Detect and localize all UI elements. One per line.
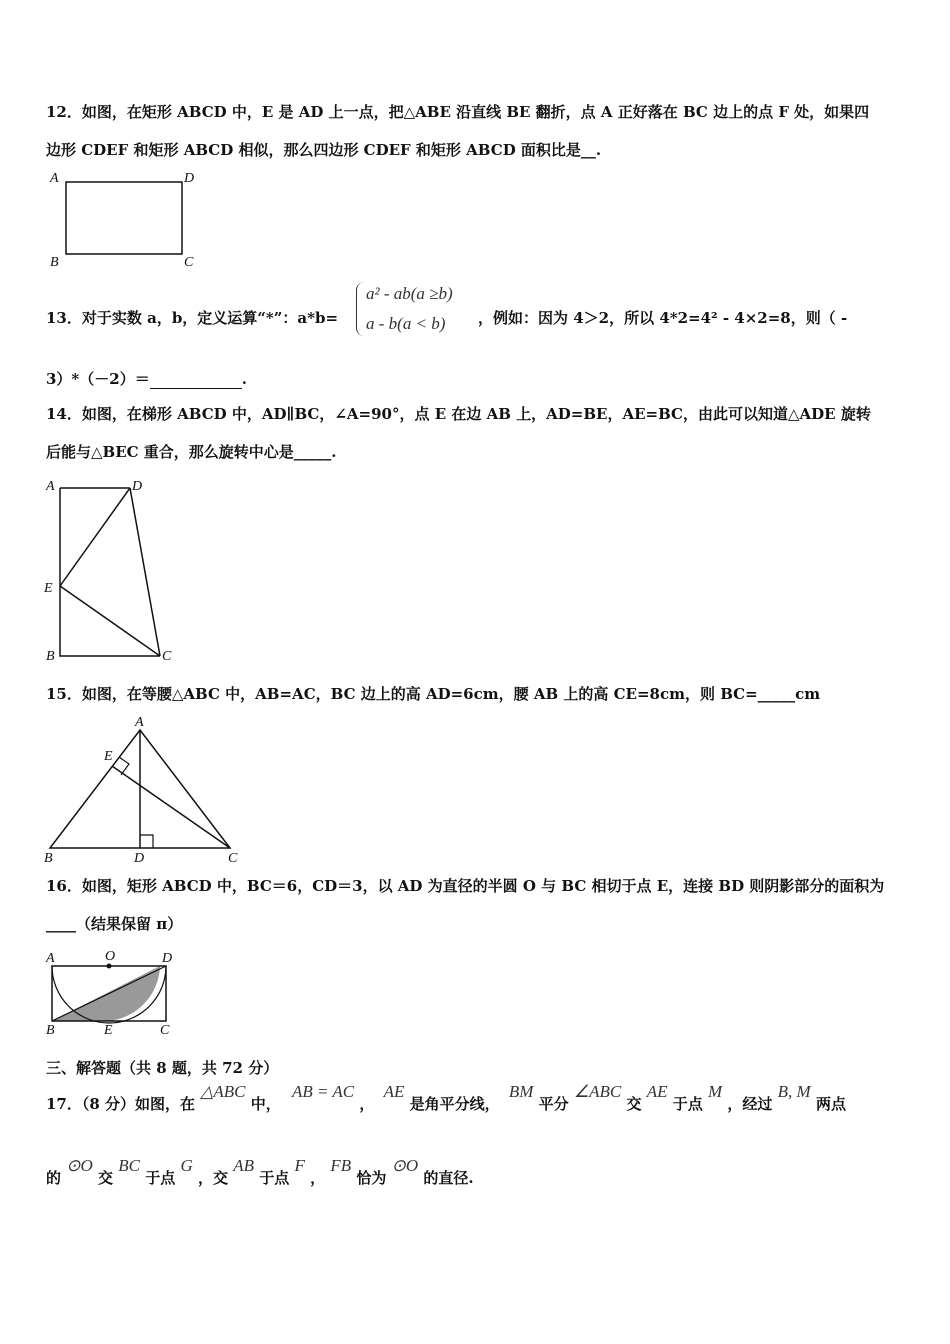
q15-label-b: B: [44, 851, 53, 866]
q17-t3: ，: [359, 1095, 375, 1113]
q13-answer-blank: [150, 372, 242, 389]
q17-m2: AB = AC: [291, 1082, 355, 1101]
q15-label-e: E: [104, 749, 113, 764]
q13-prefix: 13．对于实数 a，b，定义运算“*”：a*b=: [46, 309, 339, 327]
q15-altitude-ce: [112, 766, 230, 848]
q17-t5: 平分: [538, 1095, 569, 1113]
q17-u4: ，交: [198, 1169, 229, 1187]
q15-label-a: A: [135, 715, 144, 730]
q17-n6: FB: [330, 1156, 352, 1175]
q12-label-a: A: [50, 171, 59, 186]
q17-n3: G: [180, 1156, 193, 1175]
q15-figure: [44, 714, 254, 866]
q15-line1: 15．如图，在等腰△ABC 中，AB=AC，BC 边上的高 AD=6cm，腰 AB 上的高 CE=8cm，则 BC=_____cm: [46, 685, 821, 703]
q12-line2: 边形 CDEF 和矩形 ABCD 相似，那么四边形 CDEF 和矩形 ABCD 面积比是__.: [46, 141, 602, 159]
q15-label-c: C: [228, 851, 238, 866]
q17-u8: 的直径.: [423, 1169, 474, 1187]
q16-figure: [44, 946, 184, 1038]
q17-t7: 于点: [672, 1095, 703, 1113]
q17-m7: M: [708, 1082, 723, 1101]
q15-label-d: D: [134, 851, 145, 866]
q17-u2: 交: [98, 1169, 114, 1187]
q17-n5: F: [294, 1156, 305, 1175]
q14-ec: [60, 586, 160, 656]
q17-t8: ，经过: [727, 1095, 773, 1113]
q14-label-b: B: [46, 649, 55, 664]
q12-label-b: B: [50, 255, 59, 270]
q14-line1: 14．如图，在梯形 ABCD 中，AD∥BC，∠A=90°，点 E 在边 AB 上，AD=BE，AE=BC，由此可以知道△ADE 旋转: [46, 405, 871, 423]
q17-m8: B, M: [777, 1082, 811, 1101]
q13-suffix: ，例如：因为 4＞2，所以 4*2=4² - 4×2=8，则（ -: [478, 309, 848, 327]
q17-m3: AE: [383, 1082, 405, 1101]
q14-dc: [130, 488, 160, 656]
q14-label-a: A: [46, 479, 55, 494]
q16-label-d: D: [162, 951, 173, 966]
q17-n1: ⊙O: [66, 1156, 93, 1175]
q14-label-c: C: [162, 649, 172, 664]
q14-ed: [60, 488, 130, 586]
q14-line2: 后能与△BEC 重合，那么旋转中心是_____.: [46, 443, 337, 461]
q14-label-d: D: [132, 479, 143, 494]
q17-m5: ∠ABC: [573, 1082, 622, 1101]
q13-line2: [46, 369, 247, 389]
q12-rect: [66, 182, 182, 254]
q16-label-c: C: [160, 1023, 170, 1038]
q13-line2-end: .: [241, 370, 247, 388]
q16-line1: 16．如图，矩形 ABCD 中，BC＝6，CD＝3，以 AD 为直径的半圆 O 与 BC 相切于点 E，连接 BD 则阴影部分的面积为: [46, 877, 885, 895]
q17-m4: BM: [508, 1082, 534, 1101]
q13-case1: a² - ab(a ≥b): [366, 284, 453, 303]
q14-figure: [44, 476, 184, 666]
q17-line1: [46, 1082, 846, 1114]
q12-label-c: C: [184, 255, 194, 270]
q17-m1: △ABC: [200, 1082, 246, 1101]
q17-u5: 于点: [259, 1169, 290, 1187]
q16-label-o: O: [105, 949, 116, 964]
q17-u3: 于点: [145, 1169, 176, 1187]
q12-label-d: D: [184, 171, 195, 186]
q17-t2: 中，: [250, 1095, 281, 1113]
q13-case2: a - b(a < b): [366, 314, 446, 333]
q14-label-e: E: [44, 581, 53, 596]
q17-t6: 交: [626, 1095, 642, 1113]
q17-t4: 是角平分线，: [409, 1095, 500, 1113]
q16-label-e: E: [104, 1023, 113, 1038]
q16-center-o: [107, 964, 112, 969]
q15-right-angle-d: [140, 835, 153, 848]
q12-figure: [46, 170, 206, 270]
q17-n2: BC: [118, 1156, 140, 1175]
q17-n7: ⊙O: [391, 1156, 419, 1175]
q13-line2-start: 3）*（－2）＝: [46, 370, 150, 388]
q17-line2: [46, 1156, 474, 1188]
section-title: 三、解答题（共 8 题，共 72 分）: [46, 1059, 279, 1077]
q16-label-b: B: [46, 1023, 55, 1038]
q17-t1: 17．（8 分）如图，在: [46, 1095, 196, 1113]
q17-u7: 恰为: [356, 1169, 387, 1187]
q17-m6: AE: [646, 1082, 668, 1101]
q17-n4: AB: [233, 1156, 255, 1175]
q17-u1: 的: [46, 1169, 62, 1187]
q16-line2: ____（结果保留 π）: [46, 915, 183, 933]
q12-line1: 12．如图，在矩形 ABCD 中，E 是 AD 上一点，把△ABE 沿直线 BE 翻折，点 A 正好落在 BC 边上的点 F 处，如果四: [46, 103, 870, 121]
q17-u6: ，: [310, 1169, 326, 1187]
q16-label-a: A: [46, 951, 55, 966]
q17-t9: 两点: [815, 1095, 846, 1113]
